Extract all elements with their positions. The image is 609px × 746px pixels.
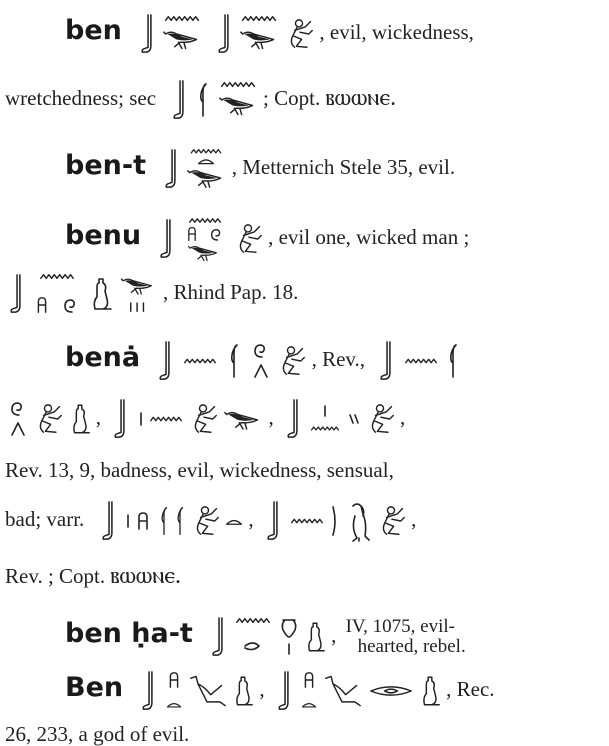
foot-glyph (8, 273, 28, 315)
plural-strokes-glyph (125, 513, 131, 529)
eye-glyph (368, 684, 414, 698)
headword: ben ḥa-t (65, 617, 193, 649)
god-glyph (69, 402, 91, 436)
god-glyph (232, 674, 254, 708)
entry-ben-t (65, 146, 455, 192)
foot-glyph (157, 340, 177, 382)
reed-glyph (447, 343, 459, 379)
quail-chick-glyph (182, 216, 228, 262)
foot-glyph (285, 398, 305, 440)
definition-text: , Metternich Stele 35, evil. (231, 154, 456, 179)
seated-man-glyph (233, 222, 263, 256)
headword: ben (65, 14, 122, 46)
bread-glyph (136, 511, 150, 531)
foot-glyph (276, 670, 296, 712)
reed-glyph (228, 343, 240, 379)
bread-glyph (301, 671, 317, 711)
bird-glyph (162, 12, 202, 56)
owl-glyph (187, 673, 227, 709)
plural-strokes-glyph (346, 412, 360, 426)
owl-glyph (345, 500, 371, 542)
water-glyph (233, 616, 273, 658)
foot-glyph (378, 340, 398, 382)
entry-Ben: Ben , , Rec. (65, 670, 495, 712)
definition-block (346, 617, 466, 657)
definition-text: Rev. 13, 9, badness, evil, wickedness, sensual, (5, 458, 394, 482)
coptic-word: ⲃⲱⲱⲛⲉ. (325, 84, 397, 111)
entry-bena-line3 (5, 460, 394, 481)
foot-glyph (139, 13, 159, 55)
god-glyph (304, 620, 326, 654)
reed-glyph (159, 503, 169, 539)
foot-glyph (112, 398, 132, 440)
seated-man-glyph (33, 402, 63, 436)
bird-glyph (239, 12, 279, 56)
bird-glyph (218, 78, 258, 122)
entry-benu-line2 (8, 272, 298, 316)
definition-text: bad; varr. (5, 506, 85, 531)
headword: benȧ (65, 341, 141, 373)
heart-glyph (279, 616, 299, 658)
loaf-glyph (8, 399, 28, 439)
definition-text: Rev. ; Copt. (5, 564, 106, 588)
water-glyph (290, 516, 324, 526)
plural-strokes-glyph (118, 272, 158, 316)
entry-ben-line2 (5, 78, 396, 122)
seated-man-glyph (376, 504, 406, 538)
definition-text: , Rec. (446, 676, 495, 701)
entry-ben (65, 12, 474, 56)
definition-text: wretchedness; sec (5, 85, 157, 110)
loaf-glyph (251, 341, 271, 381)
coptic-word: ⲃⲱⲱⲛⲉ. (110, 563, 182, 589)
headword: benu (65, 219, 142, 251)
loaf-glyph (225, 516, 243, 526)
seated-man-glyph (276, 344, 306, 378)
definition-text: IV, 1075, evil- (345, 616, 455, 638)
entry-ben-ha-t: ben ḥa-t , IV, 1075, evil- hearted, rebel. (65, 616, 466, 657)
bird-glyph (223, 406, 263, 432)
entry-bena-line5 (5, 564, 181, 588)
bird-glyph (186, 146, 226, 192)
entry-bena-line4: bad; varr. , , (5, 500, 416, 542)
entry-bena (65, 340, 459, 382)
definition-text: hearted, rebel. (357, 636, 466, 657)
definition-text: 26, 233, a god of evil. (5, 722, 190, 746)
bread-glyph (33, 272, 83, 316)
foot-glyph (265, 500, 285, 542)
definition-text: , Rev., (311, 346, 366, 371)
seated-man-glyph (365, 402, 395, 436)
plural-strokes-glyph (329, 503, 339, 539)
foot-glyph (171, 79, 191, 121)
foot-glyph (140, 670, 160, 712)
foot-glyph (100, 500, 120, 542)
water-glyph (404, 356, 438, 366)
plural-strokes-glyph (138, 411, 144, 427)
entry-Ben-line2 (5, 724, 189, 745)
seated-man-glyph (190, 504, 220, 538)
entry-bena-line2: , , , (8, 398, 405, 440)
bread-glyph (166, 671, 182, 711)
reed-glyph (197, 82, 209, 118)
definition-text: , evil, wickedness, (319, 19, 474, 44)
water-glyph (149, 414, 183, 424)
headword: Ben (65, 671, 124, 703)
headword: ben-t (65, 149, 146, 181)
reed-glyph (175, 503, 185, 539)
foot-glyph (210, 616, 230, 658)
definition-text: ; Copt. (263, 85, 321, 110)
foot-glyph (158, 218, 178, 260)
seated-man-glyph (188, 402, 218, 436)
god-glyph (419, 674, 441, 708)
water-glyph (310, 402, 340, 436)
definition-text: , Rhind Pap. 18. (163, 279, 299, 304)
seated-man-glyph (284, 17, 314, 51)
entry-benu (65, 216, 469, 262)
foot-glyph (163, 148, 183, 190)
definition-text: , evil one, wicked man ; (268, 224, 470, 249)
foot-glyph (216, 13, 236, 55)
water-glyph (183, 356, 217, 366)
god-glyph (89, 276, 113, 312)
owl-glyph (322, 673, 362, 709)
